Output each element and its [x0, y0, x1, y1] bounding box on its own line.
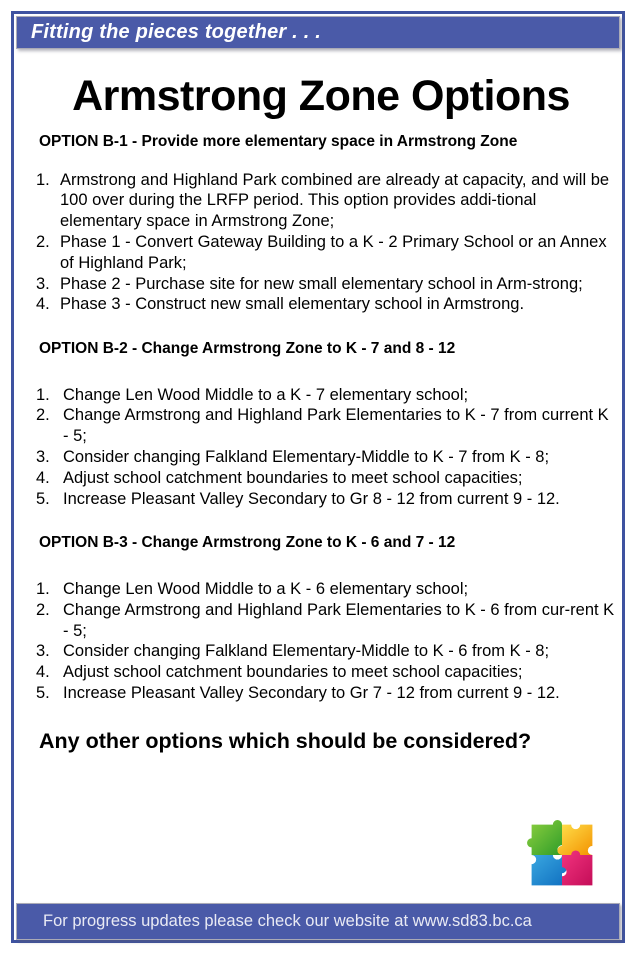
option-section-b3 — [28, 534, 616, 703]
list-item — [28, 232, 616, 274]
option-heading-b1: OPTION B-1 - Provide more elementary space in Armstrong Zone — [39, 133, 518, 150]
header-banner — [16, 16, 620, 49]
list-item-number: 3. — [36, 448, 50, 466]
list-item — [28, 294, 616, 315]
list-item-number: 5. — [36, 683, 50, 702]
list-item-number: 3. — [36, 642, 50, 661]
spacer — [28, 315, 616, 340]
spacer — [28, 158, 616, 170]
list-item — [28, 641, 616, 662]
list-item-text: Change Armstrong and Highland Park Elementaries to K - 7 from current K - 5; — [63, 406, 609, 446]
option-section-b2 — [28, 340, 616, 509]
list-item — [28, 468, 616, 489]
spacer — [28, 509, 616, 534]
list-item — [28, 447, 616, 468]
list-item-text: Phase 3 - Construct new small elementary school in Armstrong. — [60, 295, 525, 314]
list-item-number: 1. — [36, 170, 50, 189]
list-item-number: 3. — [36, 274, 50, 293]
list-item-text: Armstrong and Highland Park combined are already at capacity, and will be 100 over during the LRFP period. This option provides addi-tional elementary space in Armstrong Zone; — [60, 170, 610, 231]
option-heading-b2: OPTION B-2 - Change Armstrong Zone to K - 7 and 8 - 12 — [39, 340, 456, 358]
list-item — [28, 579, 616, 600]
footer-banner-text: For progress updates please check our website at www.sd83.bc.ca — [43, 912, 532, 930]
spacer — [28, 559, 616, 579]
list-item-text: Consider changing Falkland Elementary-Middle to K - 7 from K - 8; — [63, 448, 550, 466]
list-item-number: 2. — [36, 600, 50, 619]
closing-question: Any other options which should be considered? — [39, 728, 532, 753]
list-item-text: Consider changing Falkland Elementary-Middle to K - 6 from K - 8; — [63, 642, 550, 661]
poster-frame — [11, 11, 625, 943]
list-item-number: 2. — [36, 232, 50, 251]
option-list-b2 — [28, 385, 616, 510]
option-heading-b3: OPTION B-3 - Change Armstrong Zone to K - 6 and 7 - 12 — [39, 534, 456, 552]
footer-banner — [16, 903, 620, 940]
puzzle-logo — [524, 817, 600, 893]
list-item-number: 5. — [36, 489, 50, 508]
list-item — [28, 683, 616, 704]
list-item — [28, 405, 616, 447]
list-item-text: Change Len Wood Middle to a K - 7 elementary school; — [63, 385, 469, 404]
list-item-number: 1. — [36, 385, 50, 404]
list-item-text: Increase Pleasant Valley Secondary to Gr 8 - 12 from current 9 - 12. — [63, 489, 560, 508]
list-item — [28, 170, 616, 232]
spacer — [28, 704, 616, 729]
list-item — [28, 662, 616, 683]
page-title: Armstrong Zone Options — [72, 72, 570, 120]
spacer — [28, 365, 616, 385]
list-item — [28, 489, 616, 510]
list-item-number: 4. — [36, 663, 50, 682]
list-item — [28, 274, 616, 295]
options-content — [28, 133, 616, 754]
list-item-number: 4. — [36, 468, 50, 487]
list-item-text: Phase 2 - Purchase site for new small elementary school in Arm-strong; — [60, 274, 583, 293]
list-item-number: 2. — [36, 406, 50, 425]
list-item-number: 4. — [36, 295, 50, 314]
list-item-number: 1. — [36, 579, 50, 598]
option-list-b3 — [28, 579, 616, 704]
puzzle-logo-icon — [524, 817, 600, 893]
list-item — [28, 600, 616, 642]
list-item — [28, 385, 616, 406]
list-item-text: Increase Pleasant Valley Secondary to Gr 7 - 12 from current 9 - 12. — [63, 683, 560, 702]
list-item-text: Adjust school catchment boundaries to meet school capacities; — [63, 468, 523, 487]
list-item-text: Change Len Wood Middle to a K - 6 elementary school; — [63, 579, 469, 598]
list-item-text: Change Armstrong and Highland Park Elementaries to K - 6 from cur-rent K - 5; — [63, 600, 615, 640]
option-section-b1 — [28, 133, 616, 315]
list-item-text: Phase 1 - Convert Gateway Building to a K - 2 Primary School or an Annex of Highland Park; — [60, 232, 607, 272]
option-list-b1 — [28, 170, 616, 315]
header-banner-text: Fitting the pieces together . . . — [31, 21, 321, 43]
list-item-text: Adjust school catchment boundaries to meet school capacities; — [63, 663, 523, 682]
